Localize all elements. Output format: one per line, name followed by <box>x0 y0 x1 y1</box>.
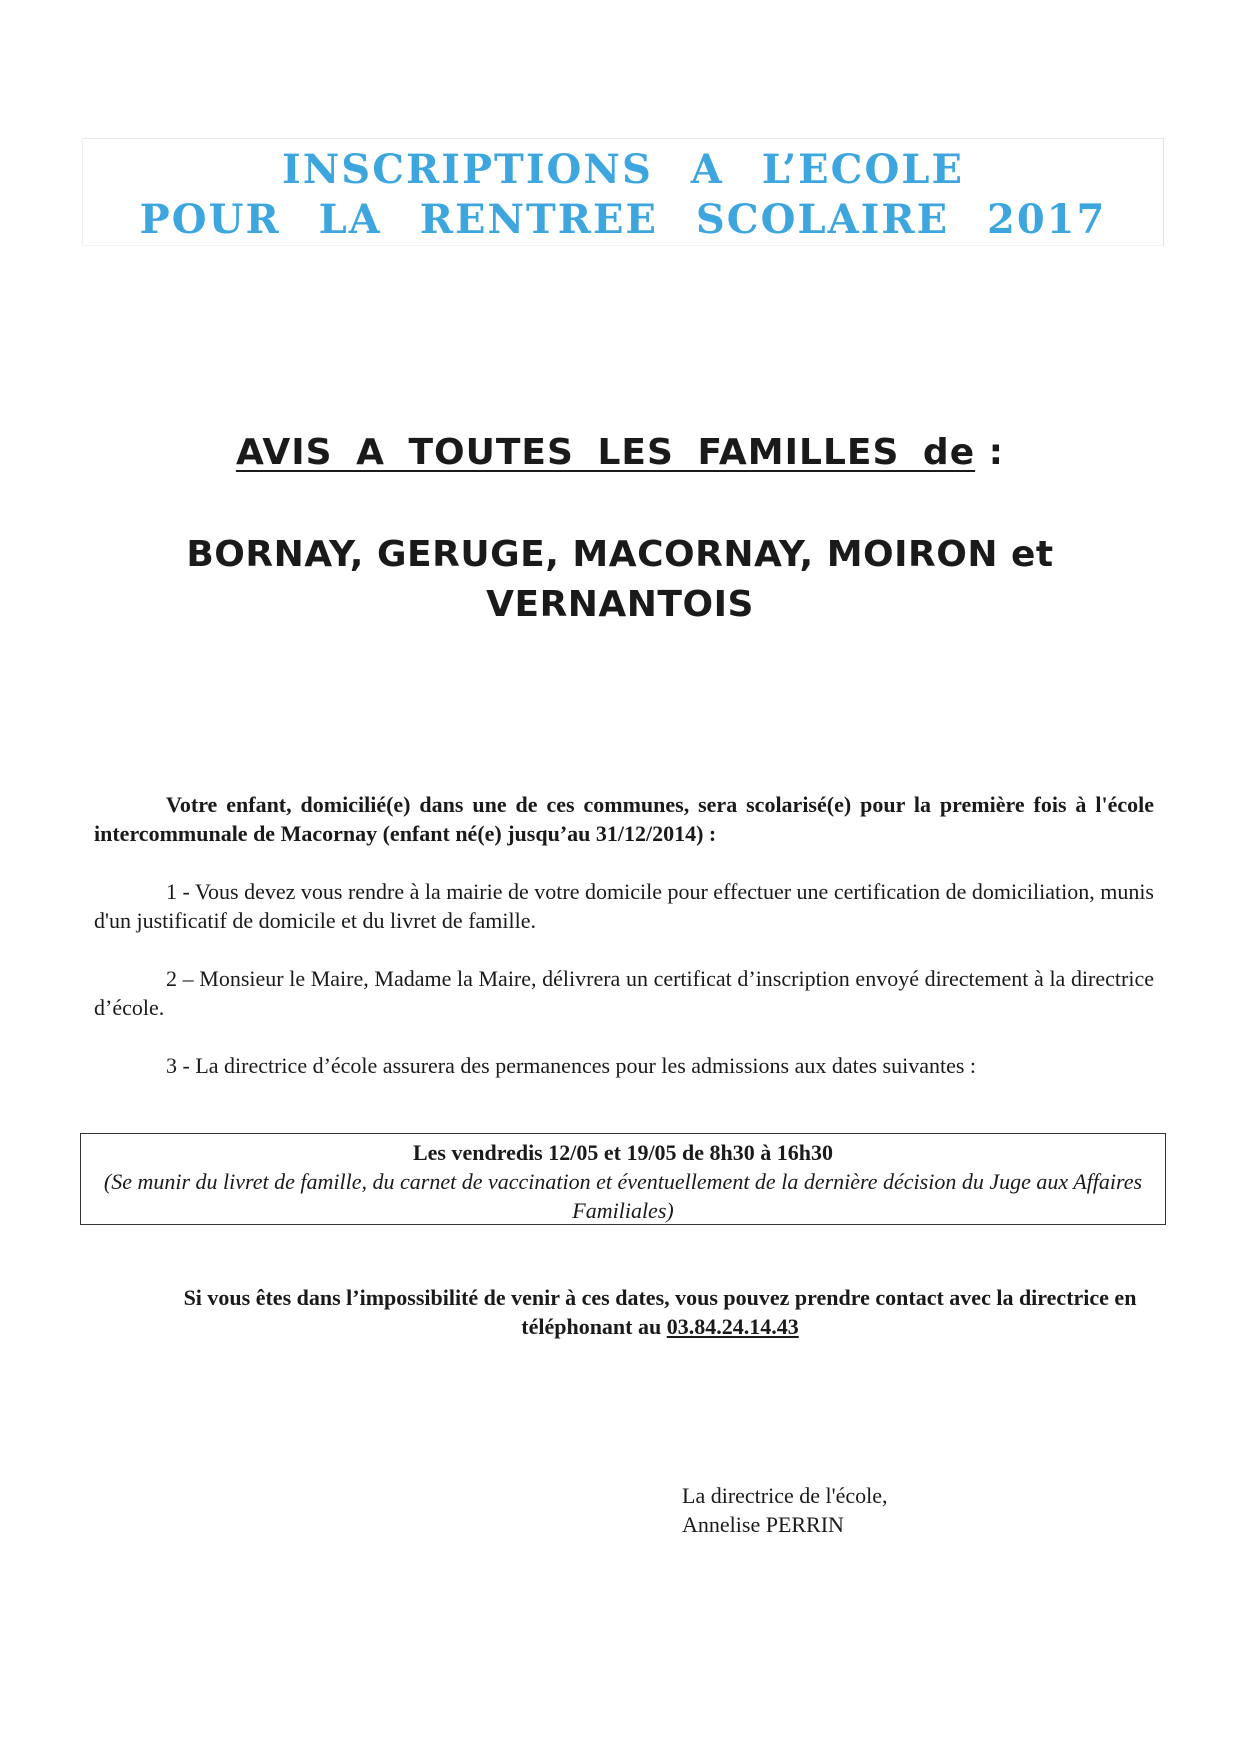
intro-paragraph: Votre enfant, domicilié(e) dans une de ces communes, sera scolarisé(e) pour la première fois à l'école intercommunale de Macornay (enfant né(e) jusqu’au 31/12/2014) : <box>94 792 1154 846</box>
contact-text: Si vous êtes dans l’impossibilité de venir à ces dates, vous pouvez prendre contact avec la directrice en téléphonant au <box>183 1285 1137 1339</box>
title-line-1: INSCRIPTIONS A L’ECOLE <box>282 146 964 193</box>
step-1-paragraph: 1 - Vous devez vous rendre à la mairie de votre domicile pour effectuer une certification de domiciliation, munis d'un justificatif de domicile et du livret de famille. <box>94 879 1154 933</box>
dates-note: (Se munir du livret de famille, du carnet de vaccination et éventuellement de la dernière décision du Juge aux Affaires Familiales) <box>103 1169 1143 1223</box>
notice-heading-colon: : <box>975 432 1005 473</box>
contact-paragraph <box>160 1283 1160 1341</box>
notice-heading-underlined: AVIS A TOUTES LES FAMILLES de <box>235 432 976 473</box>
title-banner <box>82 138 1164 246</box>
notice-heading <box>0 432 1240 473</box>
dates-box <box>80 1133 1166 1225</box>
phone-number: 03.84.24.14.43 <box>666 1314 799 1339</box>
communes-list: BORNAY, GERUGE, MACORNAY, MOIRON et VERNANTOIS <box>186 534 1054 625</box>
signature-name: Annelise PERRIN <box>682 1512 844 1537</box>
title-line-2: POUR LA RENTREE SCOLAIRE 2017 <box>139 196 1107 243</box>
signature-role: La directrice de l'école, <box>682 1483 888 1508</box>
step-2-paragraph: 2 – Monsieur le Maire, Madame la Maire, délivrera un certificat d’inscription envoyé directement à la directrice d’école. <box>94 966 1154 1020</box>
signature-block <box>682 1481 888 1539</box>
step-3-paragraph: 3 - La directrice d’école assurera des permanences pour les admissions aux dates suivantes : <box>166 1053 977 1078</box>
dates-title: Les vendredis 12/05 et 19/05 de 8h30 à 16h30 <box>412 1140 834 1165</box>
